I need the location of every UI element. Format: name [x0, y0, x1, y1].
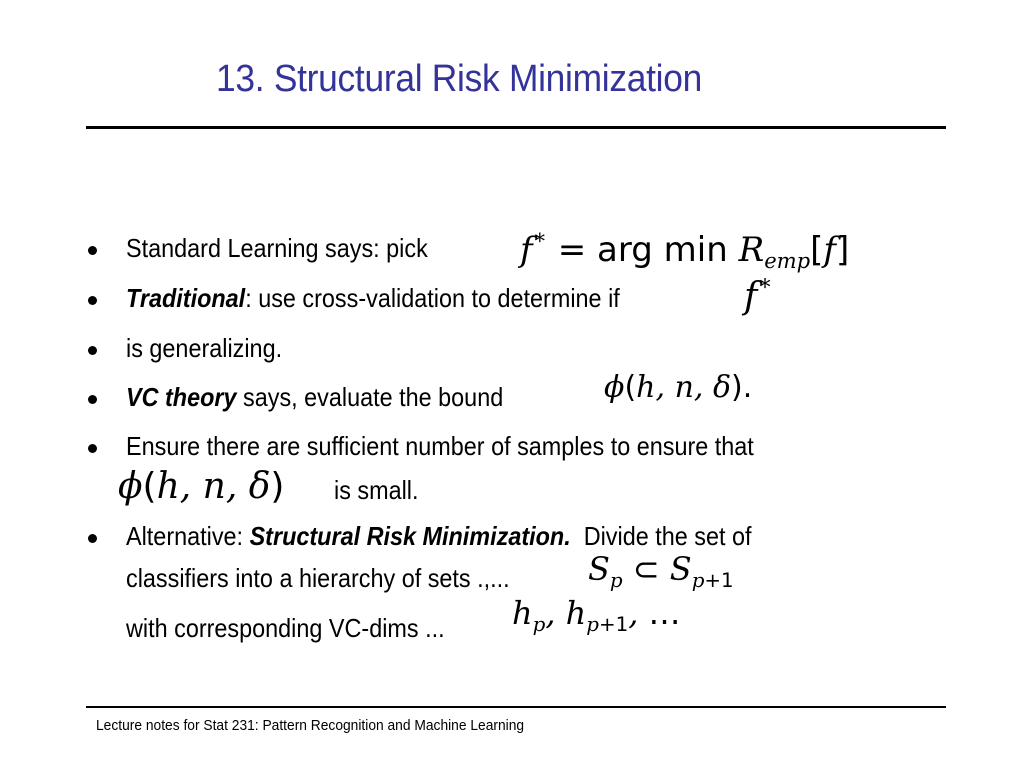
bullet-generalizing: [126, 333, 282, 364]
bullet-emphasis: Structural Risk Minimization.: [249, 521, 571, 551]
bullet-srm: [126, 521, 752, 552]
bullet-dot: [88, 444, 97, 453]
formula-hierarchy: $S_p$ ⊂ $S_{p+1}$: [588, 550, 734, 592]
bullet-dot: [88, 534, 97, 543]
formula-f-star: f∗: [744, 270, 773, 317]
bullet-dot: [88, 346, 97, 355]
bullet-emphasis: Traditional: [126, 283, 246, 313]
bullet-text: says, evaluate the bound: [236, 382, 504, 412]
bullet-text: with corresponding VC-dims ...: [126, 613, 445, 643]
bullet-dot: [88, 296, 97, 305]
formula-bound: ϕ(h, n, δ).: [604, 370, 753, 405]
bullet-srm-line3: [126, 613, 445, 644]
formula-pick: f∗ = arg $\min R_{emp}[f]$: [520, 224, 850, 274]
bullet-dot: [88, 246, 97, 255]
bullet-emphasis: VC theory: [126, 382, 237, 412]
bullet-text: classifiers into a hierarchy of sets .,...: [126, 563, 510, 593]
bullet-text: : use cross-validation to determine if: [245, 283, 620, 313]
bullet-dot: [88, 395, 97, 404]
bullet-text: Divide the set of: [570, 521, 752, 551]
slide-title: 13. Structural Risk Minimization: [216, 58, 702, 100]
bullet-text: Ensure there are sufficient number of samples to ensure that: [126, 431, 754, 461]
bullet-traditional: [126, 283, 620, 314]
bullet-sufficient-samples: [126, 431, 754, 462]
formula-vc-dims: $h_p$, $h_{p+1}$, …: [512, 594, 681, 636]
bullet-srm-line2: [126, 563, 510, 594]
bullet-vc-theory: [126, 382, 503, 413]
slide-footer: Lecture notes for Stat 231: Pattern Recognition and Machine Learning: [96, 717, 525, 734]
bullet-continuation: [334, 475, 419, 506]
bullet-text: is generalizing.: [126, 333, 283, 363]
bullet-text: Standard Learning says: pick: [126, 233, 428, 263]
bullet-standard-learning: [126, 233, 428, 264]
title-divider: [86, 126, 946, 129]
formula-bound-small: ϕ(h, n, δ): [118, 466, 285, 507]
bullet-text: is small.: [334, 475, 419, 505]
bullet-text: Alternative:: [126, 521, 250, 551]
footer-divider: [86, 706, 946, 708]
